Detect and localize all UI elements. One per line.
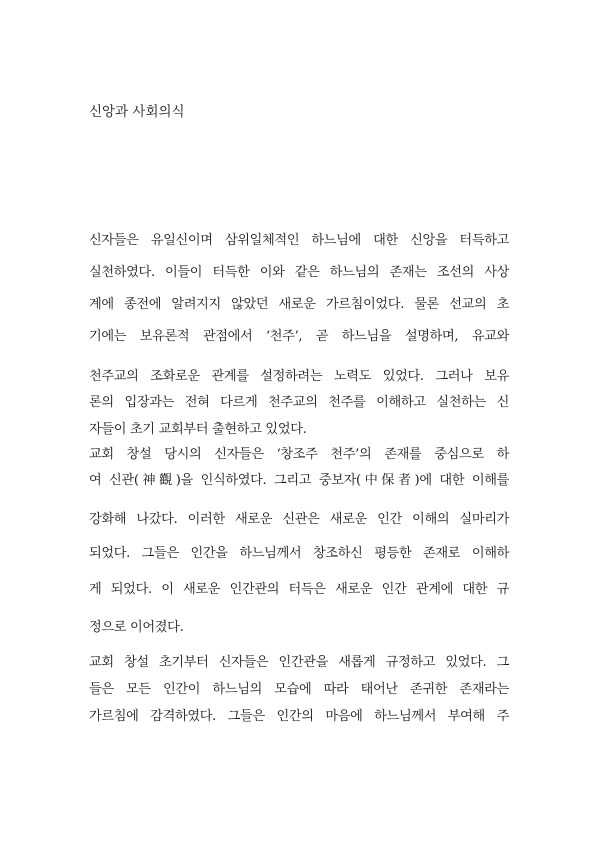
text-line: 교회 창설 초기부터 신자들은 인간관을 새롭게 규정하고 있었다. 그 bbox=[89, 655, 509, 670]
text-line: 정으로 이어졌다. bbox=[89, 620, 184, 635]
text-line: 실천하였다. 이들이 터득한 이와 같은 하느님의 존재는 조선의 사상 bbox=[89, 265, 509, 280]
text-line: 게 되었다. 이 새로운 인간관의 터득은 새로운 인간 관계에 대한 규 bbox=[89, 582, 509, 597]
text-line: 론의 입장과는 전혀 다르게 천주교의 천주를 이해하고 실천하는 신 bbox=[89, 395, 509, 410]
text-line: 강화해 나갔다. 이러한 새로운 신관은 새로운 인간 이해의 실마리가 bbox=[89, 512, 509, 527]
text-line: 여 신관(神觀)을 인식하였다. 그리고 중보자(中保者)에 대한 이해를 bbox=[89, 473, 509, 488]
text-line: 되었다. 그들은 인간을 하느님께서 창조하신 평등한 존재로 이해하 bbox=[89, 546, 509, 561]
text-line: 천주교의 조화로운 관계를 설정하려는 노력도 있었다. 그러나 보유 bbox=[89, 369, 509, 384]
text-line: 기에는 보유론적 관점에서 ‘천주’, 곧 하느님을 설명하며, 유교와 bbox=[89, 329, 509, 344]
text-line: 계에 종전에 알려지지 않았던 새로운 가르침이었다. 물론 선교의 초 bbox=[89, 297, 509, 312]
text-line: 신자들은 유일신이며 삼위일체적인 하느님에 대한 신앙을 터득하고 bbox=[89, 233, 509, 248]
text-line: 들은 모든 인간이 하느님의 모습에 따라 태어난 존귀한 존재라는 bbox=[89, 682, 509, 697]
page-title: 신앙과 사회의식 bbox=[89, 104, 185, 120]
text-line: 자들이 초기 교회부터 출현하고 있었다. bbox=[89, 422, 307, 437]
text-line: 가르침에 감격하였다. 그들은 인간의 마음에 하느님께서 부여해 주 bbox=[89, 709, 509, 724]
text-line: 교회 창설 당시의 신자들은 ‘창조주 천주’의 존재를 중심으로 하 bbox=[89, 447, 509, 462]
